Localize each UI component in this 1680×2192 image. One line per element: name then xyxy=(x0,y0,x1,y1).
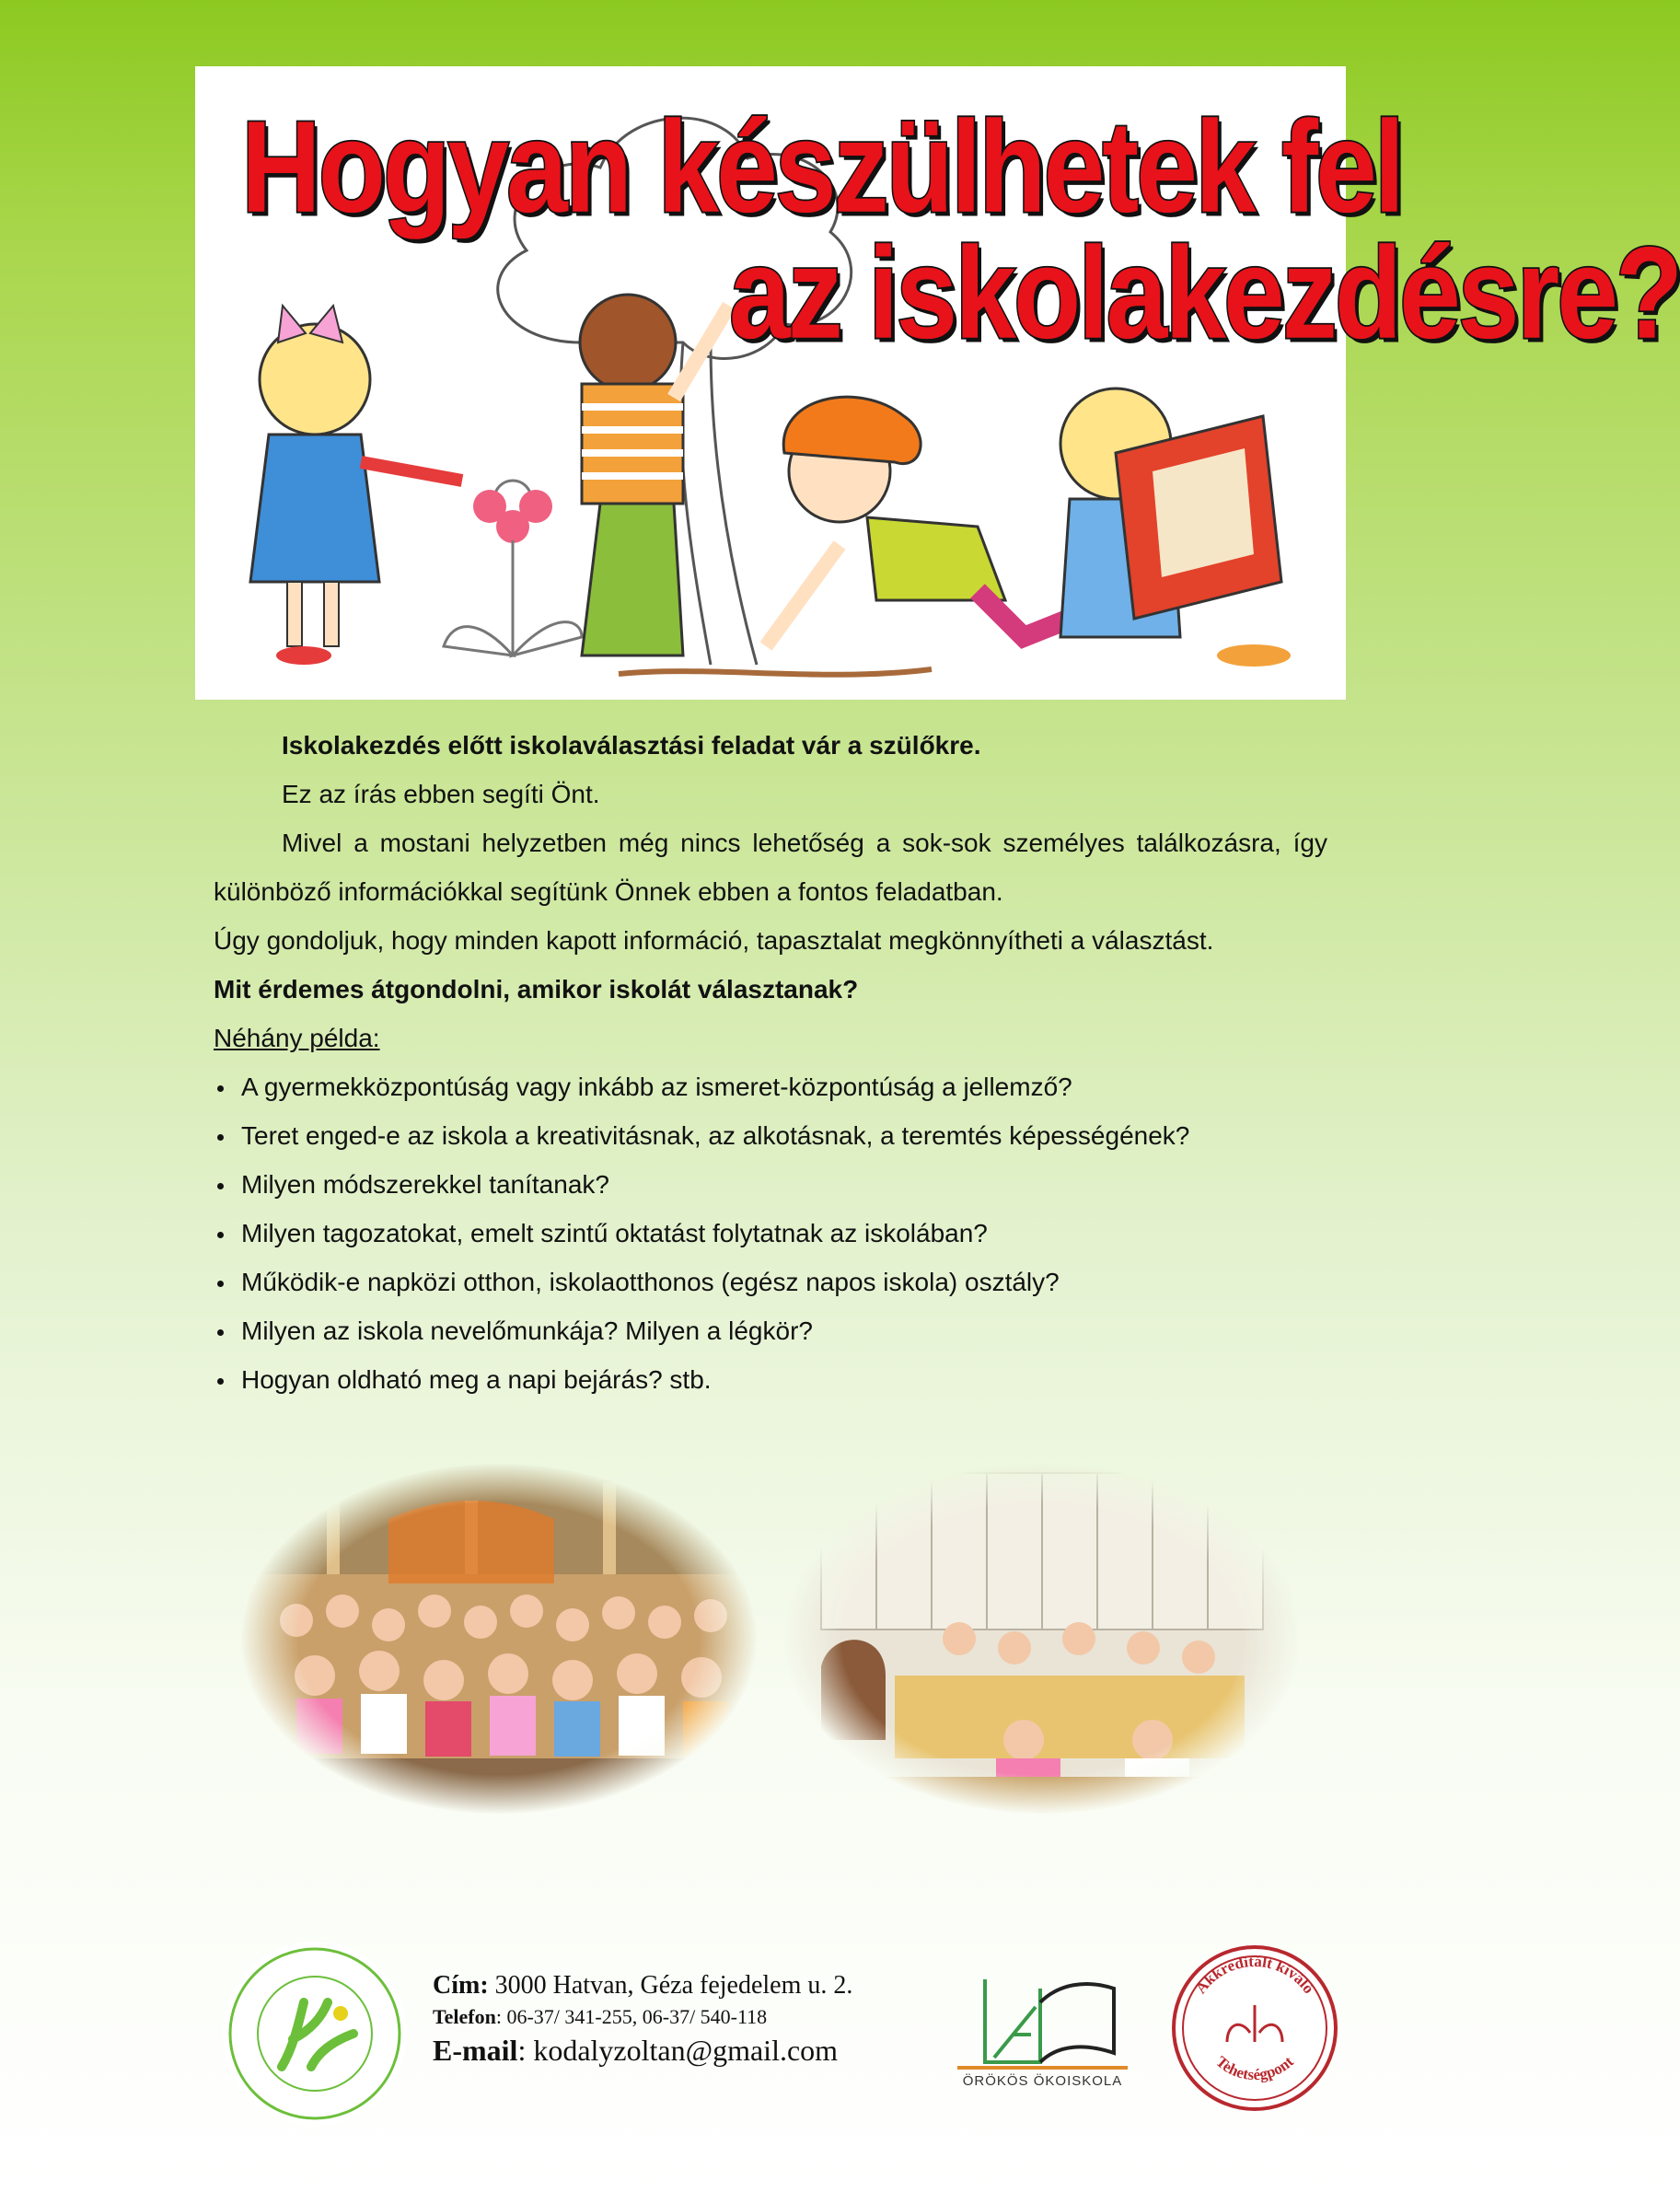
children-in-hall-photo xyxy=(241,1464,757,1814)
content xyxy=(214,721,1327,1404)
intro-paragraph-3: Mivel a mostani helyzetben még nincs lehetőség a sok-sok személyes találkozásra, így különböző információkkal segítünk Önnek ebben a fontos feladatban. xyxy=(214,829,1327,906)
address-label: Cím: xyxy=(433,1971,489,2000)
classroom-photo xyxy=(784,1464,1300,1814)
list-item: Teret enged-e az iskola a kreativitásnak, az alkotásnak, a teremtés képességének? xyxy=(214,1111,1327,1160)
list-item: A gyermekközpontúság vagy inkább az ismeret-központúság a jellemző? xyxy=(214,1062,1327,1111)
question-heading: Mit érdemes átgondolni, amikor iskolát választanak? xyxy=(214,975,859,1003)
banner-title-line1: Hogyan készülhetek fel xyxy=(241,94,1403,240)
banner-title-line2: az iskolakezdésre? xyxy=(729,220,1680,366)
phone-row xyxy=(433,2003,948,2031)
seal-top-text: Akkreditált kiváló xyxy=(1191,1952,1318,1998)
phone-label: Telefon xyxy=(433,2005,496,2028)
contact-info xyxy=(433,1968,948,2070)
address-value: 3000 Hatvan, Géza fejedelem u. 2. xyxy=(488,1971,853,2000)
list-item: Hogyan oldható meg a napi bejárás? stb. xyxy=(214,1355,1327,1404)
list-item: Milyen az iskola nevelőmunkája? Milyen a légkör? xyxy=(214,1306,1327,1355)
example-list xyxy=(214,1062,1327,1404)
seal-bottom-text: Tehetségpont xyxy=(1212,2052,1297,2084)
email-label: E-mail xyxy=(433,2034,518,2067)
email-row xyxy=(433,2031,948,2070)
school-logo xyxy=(219,1938,411,2129)
intro-paragraph-4: Úgy gondoljuk, hogy minden kapott információ, tapasztalat megkönnyítheti a választást. xyxy=(214,926,1214,955)
examples-label: Néhány példa: xyxy=(214,1024,380,1052)
list-item: Működik-e napközi otthon, iskolaotthonos (egész napos iskola) osztály? xyxy=(214,1258,1327,1306)
intro-paragraph-1: Iskolakezdés előtt iskolaválasztási feladat vár a szülőkre. xyxy=(282,731,981,760)
address-row xyxy=(433,1968,948,2003)
banner xyxy=(195,66,1680,700)
intro-paragraph-2: Ez az írás ebben segíti Önt. xyxy=(282,780,600,808)
eco-divider xyxy=(957,2066,1128,2070)
list-item: Milyen módszerekkel tanítanak? xyxy=(214,1160,1327,1209)
list-item: Milyen tagozatokat, emelt szintű oktatást folytatnak az iskolában? xyxy=(214,1209,1327,1258)
phone-value: : 06-37/ 341-255, 06-37/ 540-118 xyxy=(495,2005,768,2028)
talent-point-seal xyxy=(1167,1941,1342,2116)
email-value: : kodalyzoltan@gmail.com xyxy=(517,2034,839,2067)
eco-label: ÖRÖKÖS ÖKOISKOLA xyxy=(962,2073,1123,2089)
